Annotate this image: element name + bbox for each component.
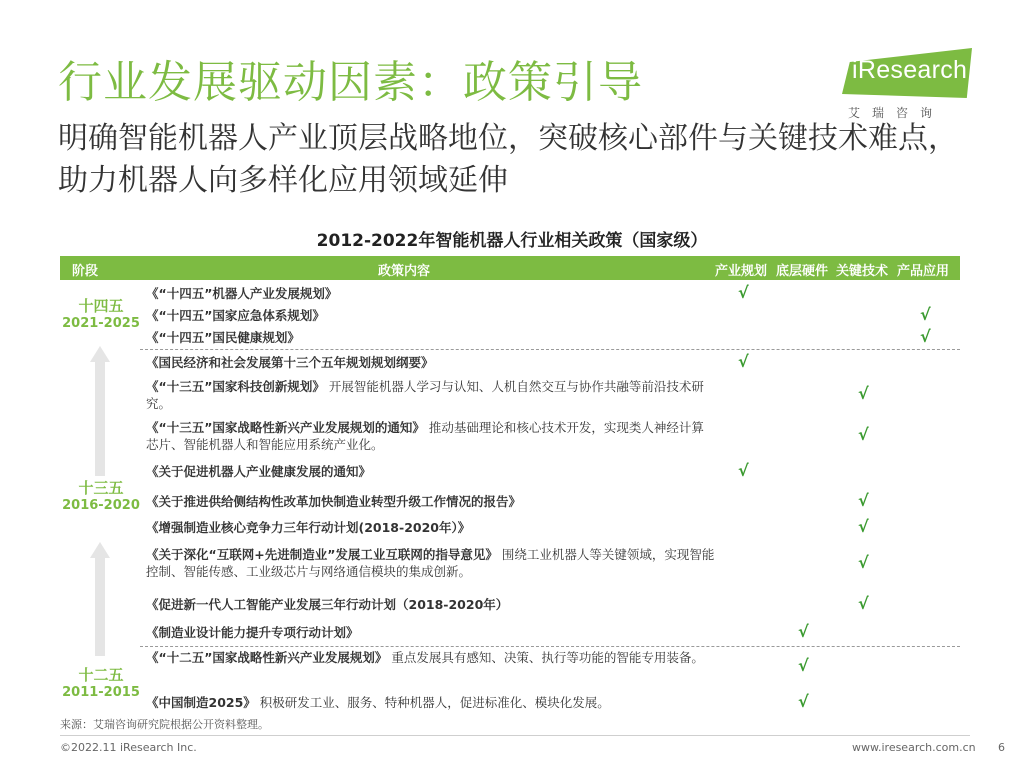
policy-row [146, 694, 716, 711]
policy-name: 《增强制造业核心竞争力三年行动计划(2018-2020年）》 [146, 520, 471, 535]
stage-12th-five-year [60, 667, 142, 701]
policy-name: 《关于促进机器人产业健康发展的通知》 [146, 464, 372, 479]
policy-row [146, 329, 716, 346]
stage-14th-five-year [60, 298, 142, 332]
header-stage: 阶段 [72, 264, 99, 279]
policy-name: 《“十四五”国民健康规划》 [146, 330, 300, 345]
stage-divider [140, 646, 960, 647]
header-key-technology: 关键技术 [836, 264, 889, 279]
check-mark-icon: √ [858, 425, 869, 444]
policy-description: 开展智能机器人学习与认知、人机自然交互与协作共融等前沿技术研究。 [146, 379, 704, 411]
policy-row [146, 596, 716, 613]
policy-name: 《“十四五”国家应急体系规划》 [146, 308, 325, 323]
check-mark-icon: √ [798, 692, 809, 711]
policy-description: 推动基础理论和核心技术开发，实现类人神经计算芯片、智能机器人和智能应用系统产业化。 [146, 420, 704, 452]
policy-name: 《制造业设计能力提升专项行动计划》 [146, 625, 359, 640]
policy-name: 《“十三五”国家战略性新兴产业发展规划的通知》 [146, 420, 425, 435]
check-mark-icon: √ [920, 327, 931, 346]
timeline-arrow-up [91, 542, 109, 656]
policy-description: 围绕工业机器人等关键领域，实现智能控制、智能传感、工业级芯片与网络通信模块的集成创新。 [146, 547, 715, 579]
stage-name: 十二五 [78, 666, 124, 684]
policy-name: 《促进新一代人工智能产业发展三年行动计划（2018-2020年） [146, 597, 509, 612]
copyright: ©2022.11 iResearch Inc. [60, 741, 197, 754]
page-title: 行业发展驱动因素：政策引导 [58, 57, 643, 108]
page-number: 6 [998, 741, 1005, 754]
policy-row [146, 624, 716, 641]
policy-row [146, 354, 716, 371]
policy-row [146, 285, 716, 302]
policy-row [146, 419, 716, 453]
check-mark-icon: √ [738, 283, 749, 302]
policy-row [146, 307, 716, 324]
policy-row [146, 519, 716, 536]
check-mark-icon: √ [858, 553, 869, 572]
stage-divider [140, 349, 960, 350]
header-underlying-hardware: 底层硬件 [776, 264, 829, 279]
header-policy-content: 政策内容 [378, 264, 431, 279]
check-mark-icon: √ [858, 384, 869, 403]
check-mark-icon: √ [738, 461, 749, 480]
source-note: 来源：艾瑞咨询研究院根据公开资料整理。 [60, 718, 269, 731]
policy-row [146, 546, 716, 580]
logo-brand: iResearch [852, 56, 968, 84]
footer-divider [60, 735, 970, 736]
policy-name: 《“十二五”国家战略性新兴产业发展规划》 [146, 650, 388, 665]
check-mark-icon: √ [858, 491, 869, 510]
check-mark-icon: √ [920, 305, 931, 324]
check-mark-icon: √ [798, 622, 809, 641]
policy-row [146, 378, 716, 412]
policy-name: 《中国制造2025》 [146, 695, 256, 710]
check-mark-icon: √ [798, 656, 809, 675]
policy-description: 积极研发工业、服务、特种机器人，促进标准化、模块化发展。 [255, 695, 610, 710]
stage-13th-five-year [60, 480, 142, 514]
policy-name: 《国民经济和社会发展第十三个五年规划规划纲要》 [146, 355, 434, 370]
iresearch-logo [842, 48, 972, 118]
check-mark-icon: √ [738, 352, 749, 371]
stage-years: 2021-2025 [62, 316, 140, 331]
table-header [60, 256, 960, 280]
timeline-arrow-up [91, 346, 109, 476]
check-mark-icon: √ [858, 594, 869, 613]
logo-chinese-name: 艾瑞咨询 [848, 106, 945, 120]
page-subtitle: 明确智能机器人产业顶层战略地位，突破核心部件与关键技术难点，助力机器人向多样化应用领域延伸 [58, 121, 958, 198]
stage-name: 十三五 [78, 479, 124, 497]
stage-name: 十四五 [78, 297, 124, 315]
policy-row [146, 493, 716, 510]
policy-description: 重点发展具有感知、决策、执行等功能的智能专用装备。 [387, 650, 704, 665]
table-title: 2012-2022年智能机器人行业相关政策（国家级） [316, 231, 708, 251]
header-industry-planning: 产业规划 [715, 264, 768, 279]
policy-name: 《“十三五”国家科技创新规划》 [146, 379, 325, 394]
policy-name: 《关于深化“互联网+先进制造业”发展工业互联网的指导意见》 [146, 547, 498, 562]
policy-name: 《关于推进供给侧结构性改革加快制造业转型升级工作情况的报告》 [146, 494, 522, 509]
stage-years: 2016-2020 [62, 498, 140, 513]
stage-years: 2011-2015 [62, 685, 140, 700]
check-mark-icon: √ [858, 517, 869, 536]
header-product-application: 产品应用 [897, 264, 950, 279]
policy-row [146, 649, 716, 666]
website-link[interactable]: www.iresearch.com.cn [852, 741, 976, 754]
policy-name: 《“十四五”机器人产业发展规划》 [146, 286, 338, 301]
policy-row [146, 463, 716, 480]
